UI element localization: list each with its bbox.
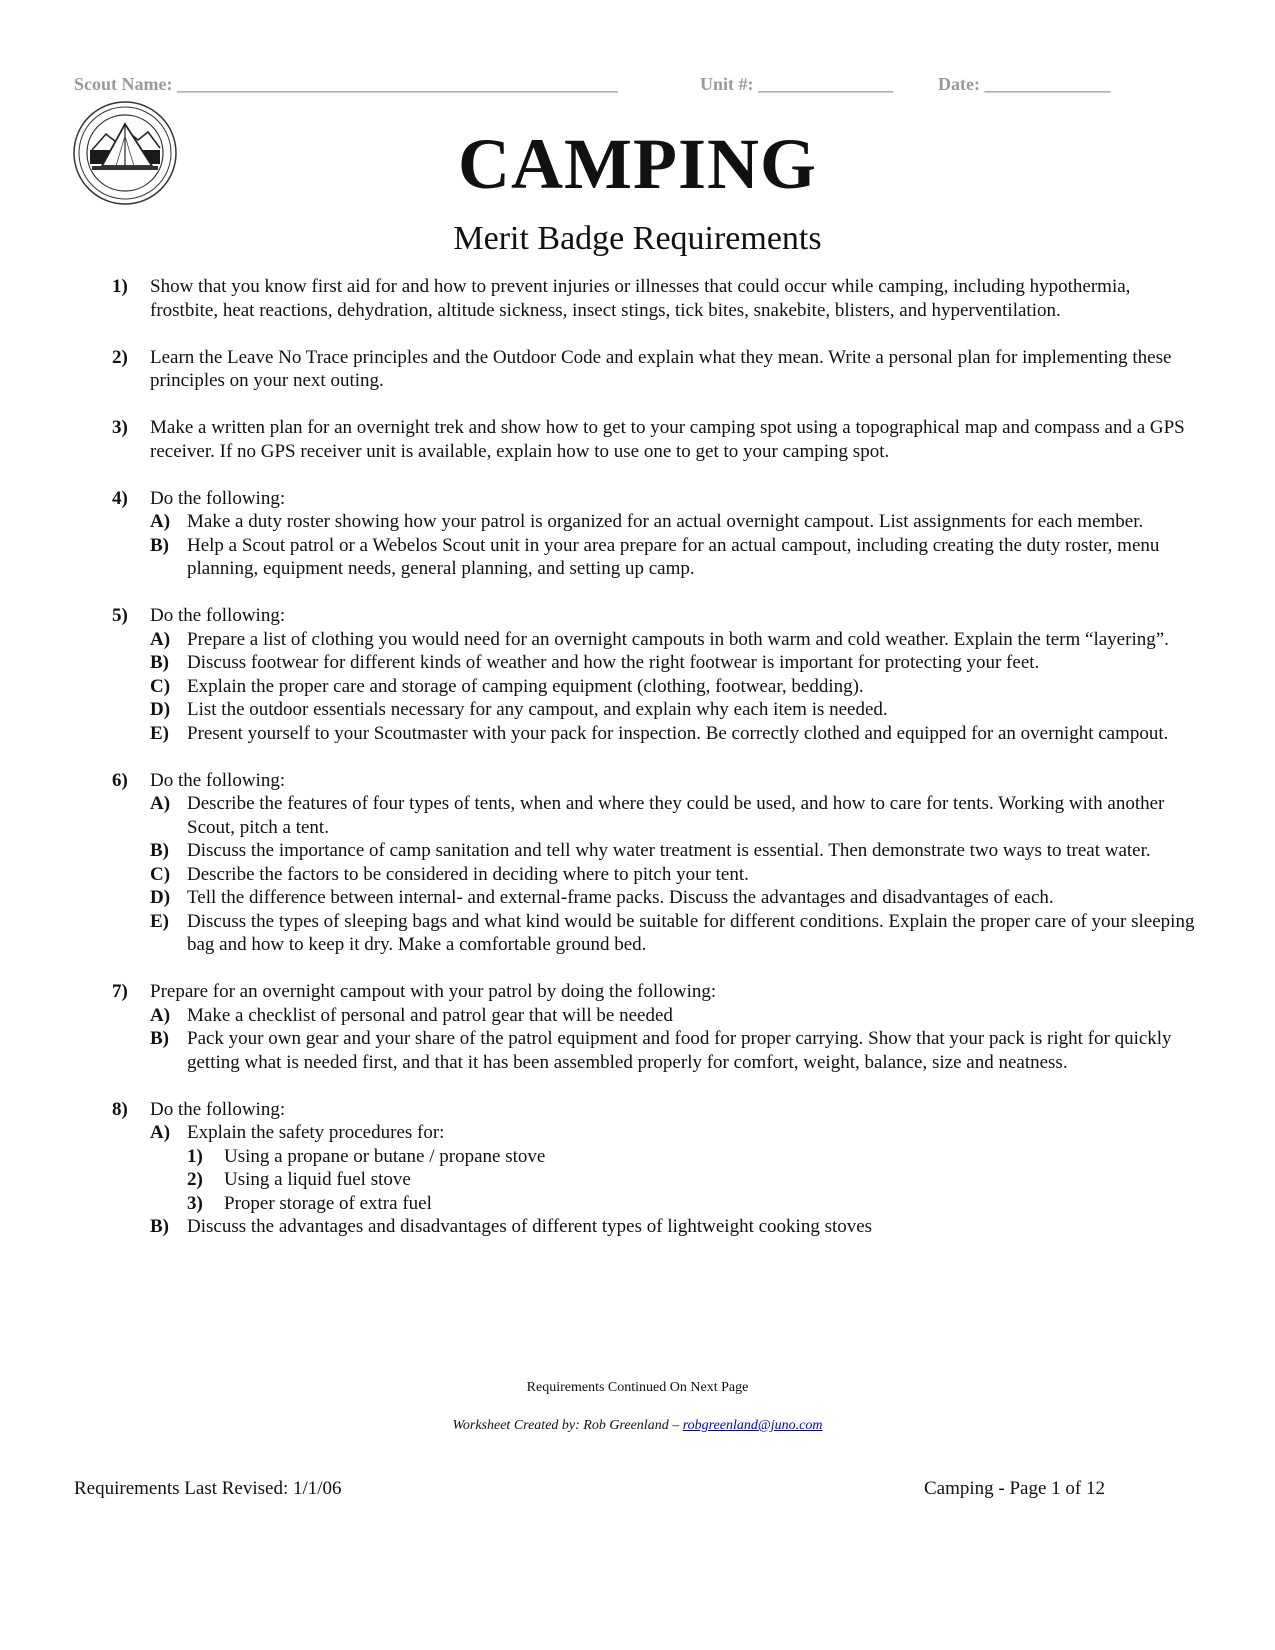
sub-requirement: [150, 510, 1202, 534]
sub-requirement-text: Describe the factors to be considered in deciding where to pitch your tent.: [187, 863, 749, 885]
requirement-text: Make a written plan for an overnight trek and show how to get to your camping spot using a topographical map and compass and a GPS receiver. If no GPS receiver unit is available, explain how to use one to get to your camping spot.: [150, 417, 1185, 462]
page-title: CAMPING: [458, 124, 817, 204]
sub-requirement-letter: A): [150, 793, 171, 814]
sub-requirement: [150, 651, 1202, 675]
requirement-item: [112, 980, 1202, 1074]
sub-sub-requirement-number: 1): [187, 1145, 203, 1167]
requirement-number: 6): [112, 769, 128, 791]
requirement-item: [112, 487, 1202, 581]
worksheet-credit: [0, 1418, 1275, 1434]
sub-requirement: [150, 675, 1202, 699]
page-subtitle: Merit Badge Requirements: [453, 220, 822, 257]
sub-requirement-letter: A): [150, 1004, 171, 1026]
requirement-number: 5): [112, 605, 128, 626]
requirement-text: Show that you know first aid for and how to prevent injuries or illnesses that could occur while camping, including hypothermia, frostbite, heat reactions, dehydration, altitude sickness, insect stings, tick bites, snakebite, blisters, and hyperventilation.: [150, 276, 1131, 321]
requirement-item: [112, 604, 1202, 745]
sub-sub-requirement: [187, 1168, 1202, 1192]
sub-requirement-text: List the outdoor essentials necessary for any campout, and explain why each item is needed.: [187, 699, 888, 720]
sub-requirement: [150, 534, 1202, 581]
sub-requirement-letter: B): [150, 534, 169, 556]
sub-sub-requirement: [187, 1192, 1202, 1216]
requirement-item: [112, 769, 1202, 957]
credit-text: Worksheet Created by: Rob Greenland –: [452, 1418, 683, 1433]
requirement-text: Do the following:: [150, 769, 286, 791]
sub-requirement: [150, 839, 1202, 863]
sub-sub-requirement-text: Proper storage of extra fuel: [224, 1192, 432, 1214]
requirement-text: Do the following:: [150, 487, 286, 509]
sub-requirement: [150, 863, 1202, 887]
sub-requirement-text: Make a checklist of personal and patrol gear that will be needed: [187, 1004, 673, 1026]
sub-requirement: [150, 792, 1202, 839]
sub-requirement-text: Describe the features of four types of tents, when and where they could be used, and how to care for tents. Working with another Scout, pitch a tent.: [187, 793, 1165, 838]
author-email-link[interactable]: robgreenland@juno.com: [682, 1418, 823, 1433]
requirement-text: Do the following:: [150, 605, 286, 626]
sub-requirement-letter: B): [150, 1028, 169, 1049]
sub-requirement-letter: E): [150, 910, 169, 932]
unit-number-field[interactable]: Unit #: _______________: [700, 74, 893, 94]
requirement-item: [112, 346, 1202, 393]
sub-requirement: [150, 1027, 1202, 1074]
sub-requirement-text: Discuss the types of sleeping bags and what kind would be suitable for different conditions. Explain the proper care of your sleeping bag and how to keep it dry. Make a comfortable ground bed.: [187, 910, 1195, 955]
sub-requirement-text: Make a duty roster showing how your patrol is organized for an actual overnight campout. List assignments for each member.: [187, 511, 1144, 532]
sub-requirement-letter: B): [150, 652, 169, 673]
sub-requirement: [150, 1004, 1202, 1028]
requirement-number: 7): [112, 981, 128, 1002]
sub-sub-requirement-text: Using a propane or butane / propane stove: [224, 1145, 546, 1167]
sub-requirement-text: Prepare a list of clothing you would need for an overnight campouts in both warm and cold weather. Explain the term “layering”.: [187, 628, 1169, 650]
sub-requirement: [150, 1215, 1202, 1239]
date-field[interactable]: Date: ______________: [938, 74, 1111, 94]
sub-requirement: [150, 698, 1202, 722]
requirement-item: [112, 1098, 1202, 1239]
scout-name-field[interactable]: Scout Name: _________________________________________________: [74, 74, 618, 94]
sub-sub-requirement-number: 3): [187, 1192, 203, 1214]
sub-requirement-text: Help a Scout patrol or a Webelos Scout unit in your area prepare for an actual campout, including creating the duty roster, menu planning, equipment needs, general planning, and setting up camp.: [187, 534, 1160, 579]
requirement-item: [112, 416, 1202, 463]
sub-requirement-letter: E): [150, 722, 169, 744]
requirements-list: [112, 275, 1202, 1262]
sub-requirement-text: Discuss the advantages and disadvantages of different types of lightweight cooking stoves: [187, 1216, 873, 1237]
sub-requirement: [150, 1121, 1202, 1215]
page-number: Camping - Page 1 of 12: [923, 1478, 1105, 1499]
requirement-number: 8): [112, 1098, 128, 1120]
sub-requirement-text: Discuss footwear for different kinds of weather and how the right footwear is important for protecting your feet.: [187, 652, 1040, 673]
sub-sub-requirement-text: Using a liquid fuel stove: [224, 1169, 411, 1190]
sub-requirement-text: Explain the safety procedures for:: [187, 1122, 445, 1143]
sub-requirement: [150, 910, 1202, 957]
sub-requirement-text: Discuss the importance of camp sanitation and tell why water treatment is essential. Then demonstrate two ways to treat water.: [187, 840, 1151, 861]
sub-requirement-letter: D): [150, 887, 171, 908]
sub-requirement-letter: B): [150, 840, 169, 861]
requirement-number: 4): [112, 487, 128, 509]
revision-date: Requirements Last Revised: 1/1/06: [74, 1478, 342, 1499]
requirement-item: [112, 275, 1202, 322]
sub-requirement-letter: D): [150, 699, 171, 720]
sub-requirement-text: Tell the difference between internal- and external-frame packs. Discuss the advantages and disadvantages of each.: [187, 887, 1054, 908]
sub-requirement-text: Pack your own gear and your share of the patrol equipment and food for proper carrying. Show that your pack is right for quickly getting what is needed first, and that it has been assembled properly for comfort, weight, balance, size and neatness.: [187, 1028, 1172, 1073]
sub-requirement: [150, 886, 1202, 910]
sub-requirement: [150, 722, 1202, 746]
sub-requirement-letter: A): [150, 1122, 171, 1143]
sub-sub-requirement-number: 2): [187, 1169, 203, 1190]
requirement-number: 3): [112, 417, 128, 438]
sub-requirement-letter: B): [150, 1216, 169, 1237]
sub-sub-requirement: [187, 1145, 1202, 1169]
sub-requirement: [150, 628, 1202, 652]
sub-requirement-text: Explain the proper care and storage of camping equipment (clothing, footwear, bedding).: [187, 675, 864, 697]
sub-requirement-letter: C): [150, 675, 171, 697]
sub-requirement-letter: A): [150, 511, 171, 532]
requirement-number: 1): [112, 276, 128, 297]
requirement-number: 2): [112, 346, 128, 368]
requirement-text: Prepare for an overnight campout with your patrol by doing the following:: [150, 981, 717, 1002]
sub-requirement-letter: A): [150, 628, 171, 650]
sub-requirement-letter: C): [150, 863, 171, 885]
requirement-text: Learn the Leave No Trace principles and the Outdoor Code and explain what they mean. Write a personal plan for implementing these principles on your next outing.: [150, 346, 1172, 391]
sub-requirement-text: Present yourself to your Scoutmaster with your pack for inspection. Be correctly clothed and equipped for an overnight campout.: [187, 722, 1169, 744]
requirement-text: Do the following:: [150, 1098, 286, 1120]
continued-note: Requirements Continued On Next Page: [526, 1380, 749, 1395]
